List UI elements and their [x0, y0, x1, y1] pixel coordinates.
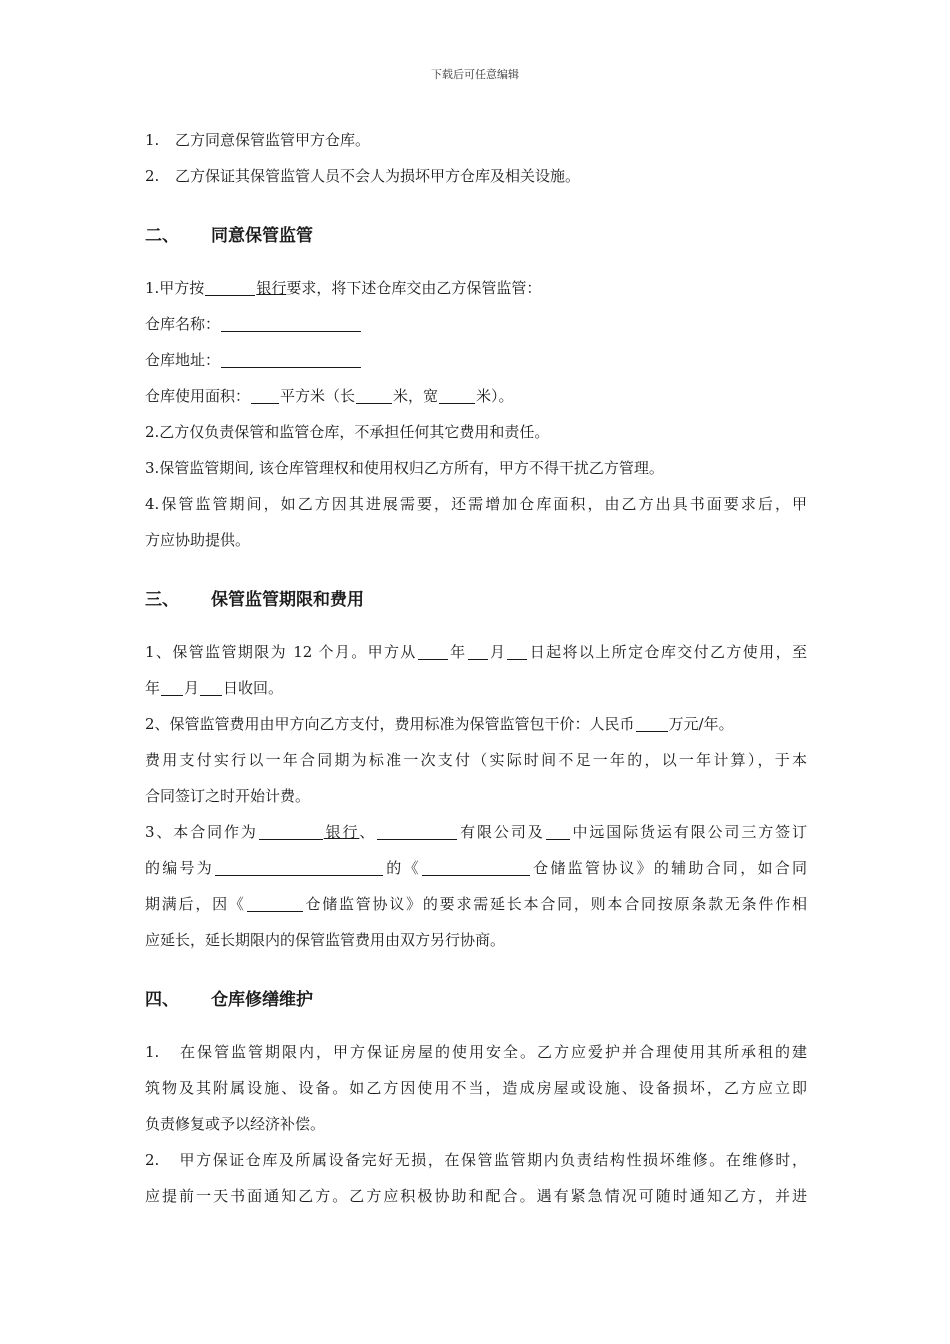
text: 年 [145, 679, 161, 697]
list-item [145, 158, 807, 194]
paragraph-line [145, 670, 807, 706]
blank-field [356, 387, 392, 404]
text: 万元/年。 [668, 715, 734, 733]
blank-field [200, 679, 222, 696]
blank-field [221, 315, 361, 332]
paragraph-line: 2.乙方仅负责保管和监管仓库，不承担任何其它费用和责任。 [145, 423, 550, 441]
section-heading-4 [145, 972, 807, 1028]
text: 、 [359, 823, 377, 841]
blank-field [546, 823, 570, 840]
list-number: 2. [145, 167, 160, 185]
paragraph-line [145, 342, 807, 378]
text: 1、保管监管期限为 12 个月。甲方从 [145, 643, 417, 661]
blank-field [251, 387, 279, 404]
text: 平方米（长 [280, 387, 356, 405]
paragraph-line: 方应协助提供。 [145, 531, 251, 549]
text: 日起将以上所定仓库交付乙方使用，至 [528, 643, 807, 661]
paragraph-line [145, 378, 807, 414]
text: 要求，将下述仓库交由乙方保管监管： [286, 279, 542, 297]
text: 月 [184, 679, 200, 697]
section-heading-3 [145, 572, 807, 628]
list-item [145, 122, 807, 158]
warehouse-address-label: 仓库地址： [145, 351, 221, 369]
list-number: 1. [145, 1043, 160, 1061]
paragraph-line [145, 850, 807, 886]
paragraph-line [145, 706, 807, 742]
blank-field [439, 387, 475, 404]
text: 2、保管监管费用由甲方向乙方支付，费用标准为保管监管包干价：人民币 [145, 715, 635, 733]
text: 年 [448, 643, 467, 661]
blank-field [507, 643, 527, 660]
text: 仓库使用面积： [145, 387, 251, 405]
text: 日收回。 [223, 679, 284, 697]
section-heading-2 [145, 208, 807, 264]
text: 的《 [384, 859, 421, 877]
text: 的编号为 [145, 859, 215, 877]
page-header: 下载后可任意编辑 [431, 68, 519, 81]
paragraph-line [145, 814, 807, 850]
paragraph-line [145, 1034, 807, 1070]
text: 期满后，因《 [145, 895, 246, 913]
blank-field [468, 643, 488, 660]
section-number: 四、 [145, 990, 179, 1010]
document-body [145, 122, 807, 1214]
text: 中远国际货运有限公司三方签订 [570, 823, 807, 841]
blank-field [161, 679, 183, 696]
paragraph-line [145, 306, 807, 342]
blank-field [259, 823, 323, 840]
blank-field [205, 279, 255, 296]
list-text: 乙方同意保管监管甲方仓库。 [175, 131, 371, 149]
section-number: 二、 [145, 226, 179, 246]
text: 甲方保证仓库及所属设备完好无损，在保管监管期内负责结构性损坏维修。在维修时， [178, 1151, 807, 1169]
section-number: 三、 [145, 590, 179, 610]
paragraph-line: 应提前一天书面通知乙方。乙方应积极协助和配合。遇有紧急情况可随时通知乙方，并进 [145, 1187, 807, 1205]
blank-field [636, 715, 668, 732]
blank-field [418, 643, 448, 660]
text: 米，宽 [393, 387, 439, 405]
paragraph-line: 费用支付实行以一年合同期为标准一次支付（实际时间不足一年的，以一年计算），于本 [145, 751, 807, 769]
text: 月 [488, 643, 507, 661]
paragraph-line: 3.保管监管期间, 该仓库管理权和使用权归乙方所有，甲方不得干扰乙方管理。 [145, 459, 664, 477]
blank-field [377, 823, 457, 840]
section-title: 仓库修缮维护 [211, 990, 313, 1010]
text: 仓储监管协议》的要求需延长本合同，则本合同按原条款无条件作相 [303, 895, 807, 913]
paragraph-line: 筑物及其附属设施、设备。如乙方因使用不当，造成房屋或设施、设备损坏，乙方应立即 [145, 1079, 807, 1097]
list-number: 1. [145, 131, 160, 149]
paragraph-line [145, 886, 807, 922]
bank-name: 银行 [256, 279, 287, 297]
warehouse-name-label: 仓库名称： [145, 315, 221, 333]
paragraph-line [145, 270, 807, 306]
blank-field [422, 859, 530, 876]
blank-field [247, 895, 303, 912]
paragraph-line [145, 1142, 807, 1178]
paragraph-line: 4.保管监管期间，如乙方因其进展需要，还需增加仓库面积，由乙方出具书面要求后，甲 [145, 495, 807, 513]
text: 在保管监管期限内，甲方保证房屋的使用安全。乙方应爱护并合理使用其所承租的建 [178, 1043, 807, 1061]
text: 仓储监管协议》的辅助合同，如合同 [530, 859, 807, 877]
section-title: 保管监管期限和费用 [211, 590, 364, 610]
blank-field [215, 859, 383, 876]
text: 1.甲方按 [145, 279, 205, 297]
paragraph-line: 合同签订之时开始计费。 [145, 787, 311, 805]
section-title: 同意保管监管 [211, 226, 313, 246]
blank-field [221, 351, 361, 368]
paragraph-line: 应延长，延长期限内的保管监管费用由双方另行协商。 [145, 931, 506, 949]
bank-name: 银行 [323, 823, 360, 841]
text: 有限公司及 [458, 823, 545, 841]
paragraph-line [145, 634, 807, 670]
text: 3、本合同作为 [145, 823, 258, 841]
list-number: 2. [145, 1151, 160, 1169]
paragraph-line: 负责修复或予以经济补偿。 [145, 1115, 326, 1133]
text: 米）。 [476, 387, 514, 405]
list-text: 乙方保证其保管监管人员不会人为损坏甲方仓库及相关设施。 [175, 167, 581, 185]
